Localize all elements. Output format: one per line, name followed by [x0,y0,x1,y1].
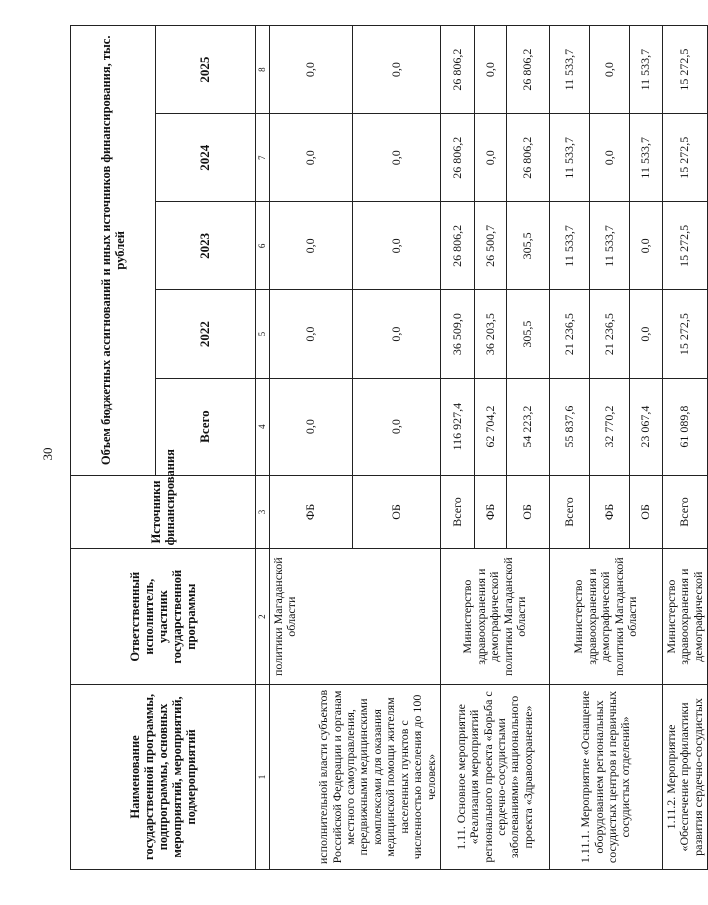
value-cell: 0,0 [590,114,630,202]
header-2023: 2023 [156,202,256,290]
value-cell: 55 837,6 [550,378,590,475]
value-cell: 0,0 [475,114,507,202]
page-number: 30 [40,447,55,461]
value-cell: 32 770,2 [590,378,630,475]
header-name: Наименование государственной программы, подпрограммы, основных мероприятий, мероприятий, подмероприятий [71,684,256,869]
executor-name: Министерство здравоохранения и демографической политики Магаданской области [441,549,550,685]
header-source: Источники финансирования [71,475,256,549]
column-number: 7 [256,114,270,202]
value-cell: 15 272,5 [663,114,708,202]
source-cell: ОБ [507,475,550,549]
executor-name: Министерство здравоохранения и демографической политики Магаданской области [550,549,663,685]
value-cell: 0,0 [270,290,353,378]
value-cell: 305,5 [507,290,550,378]
header-2025: 2025 [156,26,256,114]
value-cell: 0,0 [353,378,441,475]
value-cell: 305,5 [507,202,550,290]
column-number: 3 [256,475,270,549]
column-number: 6 [256,202,270,290]
column-number: 1 [256,684,270,869]
column-number: 5 [256,290,270,378]
value-cell: 0,0 [353,290,441,378]
rotated-page [70,25,705,870]
value-cell: 0,0 [270,378,353,475]
source-cell: ОБ [630,475,663,549]
value-cell: 0,0 [270,26,353,114]
value-cell: 0,0 [630,202,663,290]
value-cell: 0,0 [630,290,663,378]
activity-name: 1.11. Основное мероприятие «Реализация мероприятий регионального проекта «Борьба с сердечно-сосудистыми заболеваниями» национального проекта «Здравоохранение» [441,684,550,869]
value-cell: 21 236,5 [590,290,630,378]
header-funding-group: Объем бюджетных ассигнований и иных источников финансирования, тыс. рублей [71,26,156,476]
header-executor: Ответственный исполнитель, участник государственной программы [71,549,256,685]
table-row [270,26,353,870]
column-numbers-row [256,26,270,870]
header-2024: 2024 [156,114,256,202]
value-cell: 62 704,2 [475,378,507,475]
table-row [441,26,475,870]
value-cell: 26 806,2 [441,26,475,114]
value-cell: 11 533,7 [550,26,590,114]
value-cell: 11 533,7 [550,114,590,202]
value-cell: 11 533,7 [630,114,663,202]
column-number: 4 [256,378,270,475]
value-cell: 116 927,4 [441,378,475,475]
value-cell: 0,0 [353,114,441,202]
source-cell: Всего [663,475,708,549]
value-cell: 23 067,4 [630,378,663,475]
funding-table [70,25,708,870]
source-cell: ФБ [270,475,353,549]
value-cell: 0,0 [270,114,353,202]
value-cell: 21 236,5 [550,290,590,378]
source-cell: Всего [550,475,590,549]
source-cell: ФБ [475,475,507,549]
column-number: 8 [256,26,270,114]
value-cell: 61 089,8 [663,378,708,475]
value-cell: 26 500,7 [475,202,507,290]
value-cell: 15 272,5 [663,26,708,114]
source-cell: Всего [441,475,475,549]
activity-name: 1.11.1. Мероприятие «Оснащение оборудованием региональных сосудистых центров и первичных сосудистых отделений» [550,684,663,869]
value-cell: 36 203,5 [475,290,507,378]
value-cell: 26 806,2 [441,202,475,290]
source-cell: ФБ [590,475,630,549]
value-cell: 26 806,2 [441,114,475,202]
header-total: Всего [156,378,256,475]
table-row [663,26,708,870]
value-cell: 26 806,2 [507,114,550,202]
header-row-1 [71,26,156,870]
value-cell: 11 533,7 [550,202,590,290]
value-cell: 0,0 [590,26,630,114]
value-cell: 15 272,5 [663,202,708,290]
value-cell: 11 533,7 [630,26,663,114]
value-cell: 54 223,2 [507,378,550,475]
table-row [550,26,590,870]
activity-name: исполнительной власти субъектов Российской Федерации и органам местного самоуправления, передвижными медицинскими комплексами для оказания медицинской помощи жителям населенных пунктов с численностью населения до 100 человек» [270,684,441,869]
executor-name: политики Магаданской области [270,549,441,685]
activity-name: 1.11.2. Мероприятие «Обеспечение профилактики развития сердечно-сосудистых [663,684,708,869]
value-cell: 15 272,5 [663,290,708,378]
header-2022: 2022 [156,290,256,378]
value-cell: 11 533,7 [590,202,630,290]
executor-name: Министерство здравоохранения и демографической [663,549,708,685]
value-cell: 0,0 [475,26,507,114]
value-cell: 0,0 [353,202,441,290]
source-cell: ОБ [353,475,441,549]
value-cell: 0,0 [270,202,353,290]
column-number: 2 [256,549,270,685]
value-cell: 0,0 [353,26,441,114]
value-cell: 36 509,0 [441,290,475,378]
value-cell: 26 806,2 [507,26,550,114]
